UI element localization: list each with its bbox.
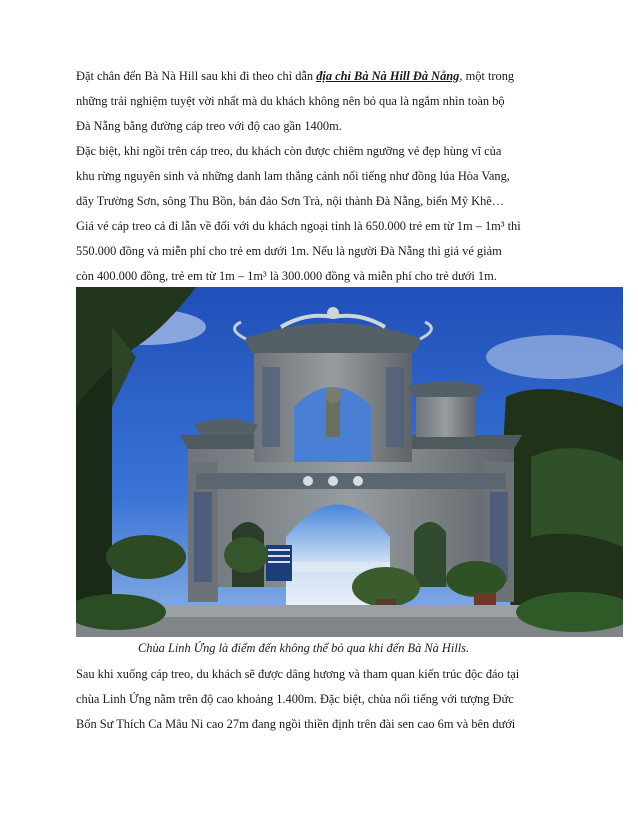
views-paragraph: [76, 139, 566, 214]
intro-line-3: Đà Nẵng bằng đường cáp treo với độ cao gần 1400m.: [76, 119, 342, 133]
address-link[interactable]: địa chỉ Bà Nà Hill Đà Nẵng: [316, 69, 460, 83]
pagoda-line-1: Sau khi xuống cáp treo, du khách sẽ được dâng hương và tham quan kiến trúc độc đáo tại: [76, 667, 520, 681]
photo-caption: Chùa Linh Ứng là điểm đến không thể bỏ qua khi đến Bà Nà Hills.: [138, 641, 470, 655]
pagoda-gate-photo: [76, 287, 623, 637]
views-line-1: Đặc biệt, khi ngồi trên cáp treo, du khách còn được chiêm ngưỡng vẻ đẹp hùng vĩ của: [76, 144, 502, 158]
intro-line-2: những trải nghiệm tuyệt vời nhất mà du khách không nên bỏ qua là ngắm nhìn toàn bộ: [76, 94, 505, 108]
prices-line-3: còn 400.000 đồng, trẻ em từ 1m – 1m³ là 300.000 đồng và miễn phí cho trẻ dưới 1m.: [76, 269, 497, 283]
views-line-3: dãy Trường Sơn, sông Thu Bồn, bán đảo Sơn Trà, nội thành Đà Nẵng, biển Mỹ Khê…: [76, 194, 505, 208]
prices-paragraph: [76, 214, 566, 289]
prices-line-1: Giá vé cáp treo cả đi lẫn về đối với du khách ngoại tỉnh là 650.000 trẻ em từ 1m – 1m³ thì: [76, 219, 521, 233]
views-line-2: khu rừng nguyên sinh và những danh lam thắng cảnh nổi tiếng như đồng lúa Hòa Vang,: [76, 169, 510, 183]
pagoda-line-2: chùa Linh Ứng nằm trên độ cao khoảng 1.400m. Đặc biệt, chùa nổi tiếng với tượng Đức: [76, 692, 514, 706]
pagoda-paragraph: [76, 662, 566, 737]
intro-line-1: Đặt chân đến Bà Nà Hill sau khi đi theo chỉ dẫn địa chỉ Bà Nà Hill Đà Nẵng, một trong: [76, 69, 515, 83]
prices-line-2: 550.000 đồng và miễn phí cho trẻ em dưới 1m. Nếu là người Đà Nẵng thì giá vé giảm: [76, 244, 502, 258]
pagoda-line-3: Bổn Sư Thích Ca Mâu Ni cao 27m đang ngồi thiền định trên đài sen cao 6m và bên dưới: [76, 717, 516, 731]
intro-paragraph: [76, 64, 566, 139]
